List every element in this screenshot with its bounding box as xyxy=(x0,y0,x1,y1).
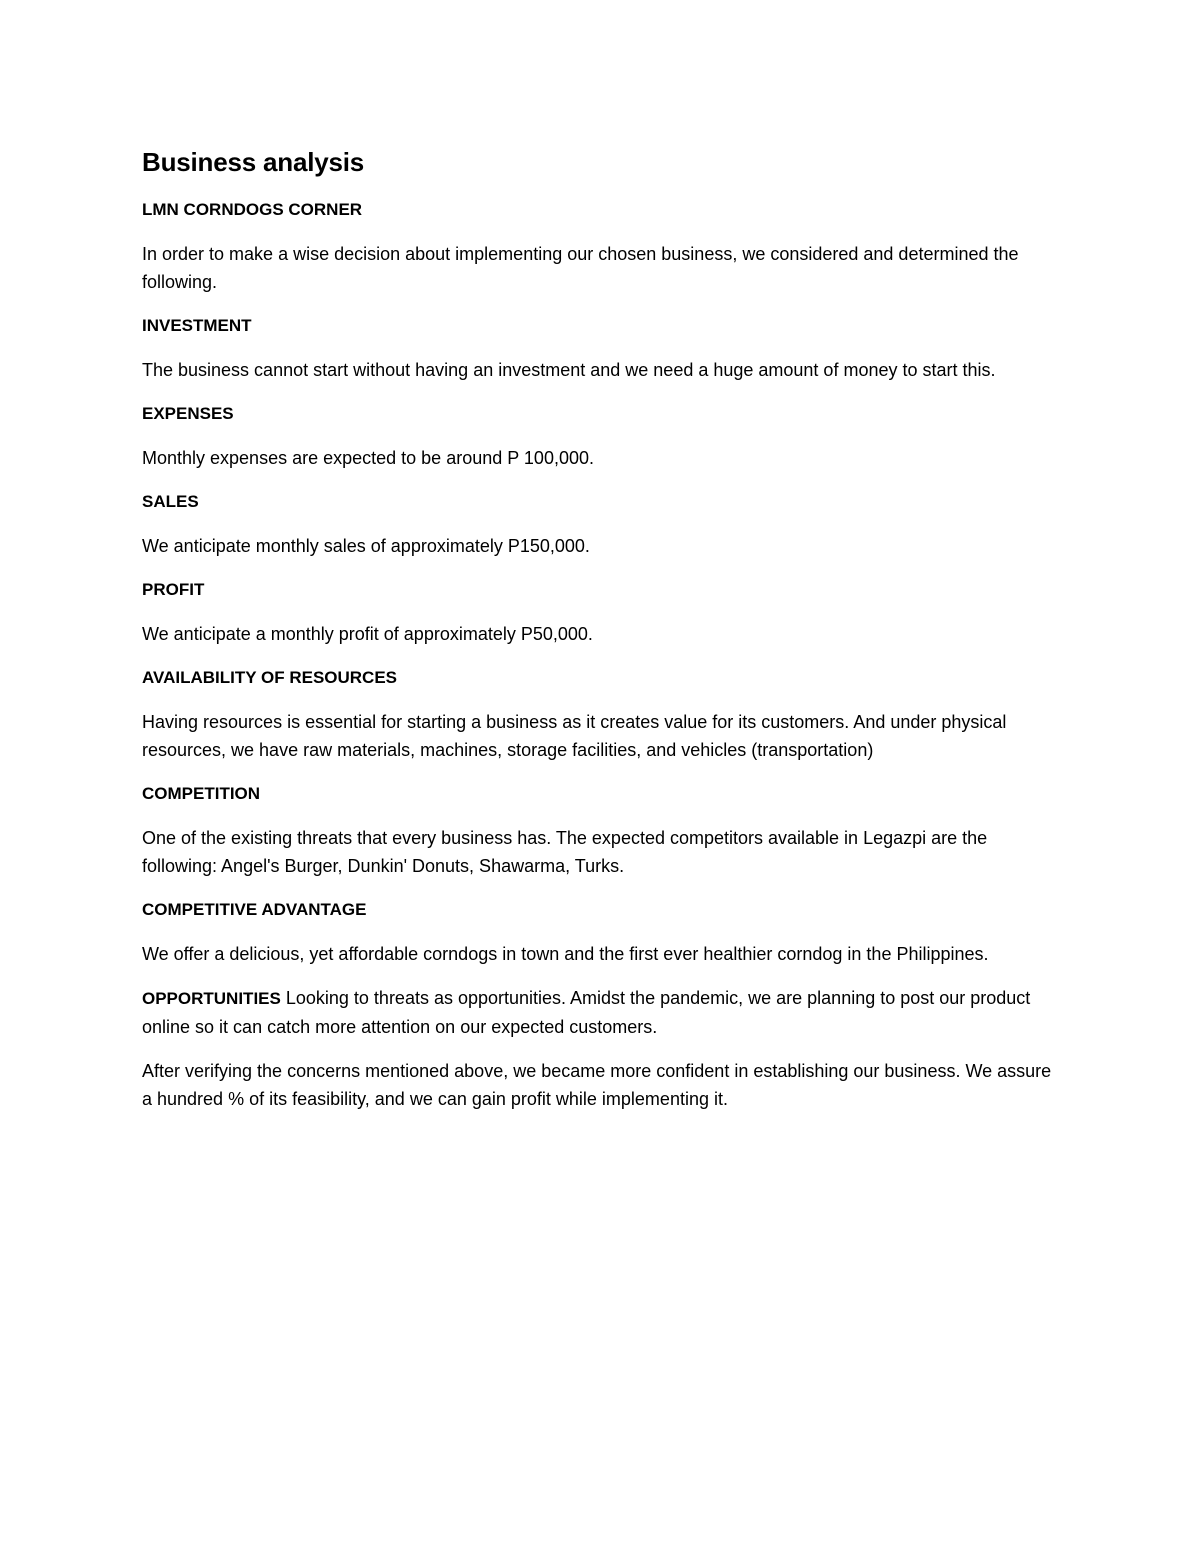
sales-paragraph: We anticipate monthly sales of approximately P150,000. xyxy=(142,536,590,556)
document-title: Business analysis xyxy=(142,147,365,177)
profit-heading: PROFIT xyxy=(142,580,205,599)
investment-heading: INVESTMENT xyxy=(142,316,252,335)
resources-heading: AVAILABILITY OF RESOURCES xyxy=(142,668,398,687)
sales-heading: SALES xyxy=(142,492,199,511)
investment-paragraph: The business cannot start without having an investment and we need a huge amount of money to start this. xyxy=(142,360,996,380)
profit-paragraph: We anticipate a monthly profit of approximately P50,000. xyxy=(142,624,593,644)
expenses-heading: EXPENSES xyxy=(142,404,234,423)
opportunities-text: Looking to threats as opportunities. Amidst the pandemic, we are planning to post our product online so it can catch more attention on our expected customers. xyxy=(142,988,1031,1037)
conclusion-paragraph: After verifying the concerns mentioned above, we became more confident in establishing our business. We assure a hundred % of its feasibility, and we can gain profit while implementing it. xyxy=(142,1061,1052,1109)
competition-paragraph: One of the existing threats that every business has. The expected competitors available in Legazpi are the following: Angel's Burger, Dunkin' Donuts, Shawarma, Turks. xyxy=(142,828,988,876)
advantage-heading: COMPETITIVE ADVANTAGE xyxy=(142,900,367,919)
opportunities-heading: OPPORTUNITIES xyxy=(142,989,281,1008)
advantage-paragraph: We offer a delicious, yet affordable corndogs in town and the first ever healthier corndog in the Philippines. xyxy=(142,944,989,964)
business-name: LMN CORNDOGS CORNER xyxy=(142,200,363,219)
intro-paragraph: In order to make a wise decision about implementing our chosen business, we considered and determined the following. xyxy=(142,244,1019,292)
document-body xyxy=(142,140,1062,1129)
resources-paragraph: Having resources is essential for starting a business as it creates value for its customers. And under physical resources, we have raw materials, machines, storage facilities, and vehicles (transportation) xyxy=(142,712,1007,760)
opportunities-paragraph xyxy=(142,984,1062,1041)
expenses-paragraph: Monthly expenses are expected to be around P 100,000. xyxy=(142,448,594,468)
competition-heading: COMPETITION xyxy=(142,784,261,803)
